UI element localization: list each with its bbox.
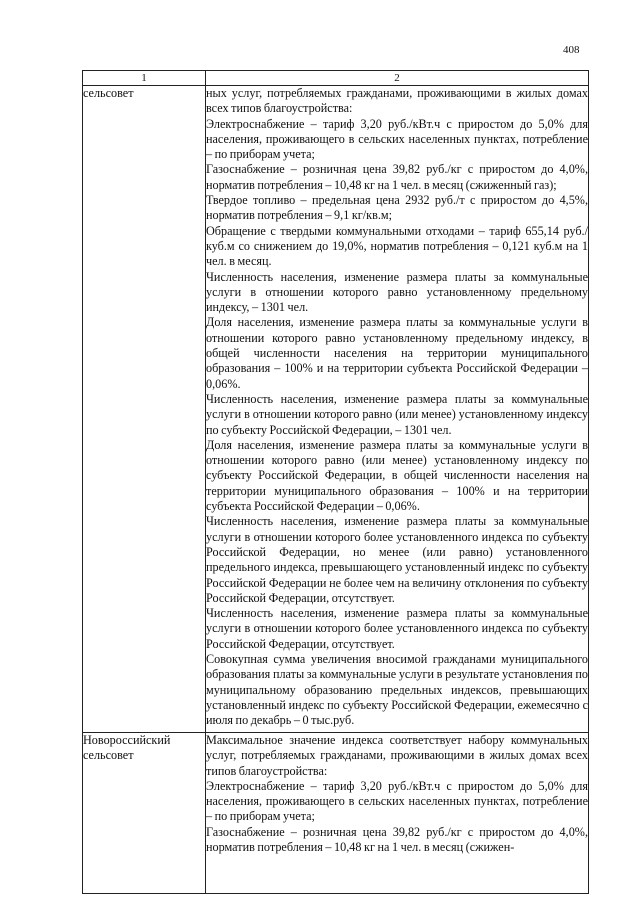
paragraph: Обращение с твердыми коммунальными отходами – тариф 655,14 руб./куб.м со снижением до 19,0%, норматив потребления – 0,121 куб.м на 1 чел. в месяц. xyxy=(206,223,588,269)
page-number: 408 xyxy=(563,44,580,56)
paragraph: Максимальное значение индекса соответствует набору коммунальных услуг, потребляемых гражданами, проживающими в жилых домах всех типов благоустройства: xyxy=(206,733,588,778)
municipality-name: сельсовет xyxy=(83,86,206,733)
paragraph: Электроснабжение – тариф 3,20 руб./кВт.ч с приростом до 5,0% для населения, проживающего в сельских населенных пунктах, потребление – по приборам учета; xyxy=(206,778,588,824)
paragraph: Доля населения, изменение размера платы за коммунальные услуги в отношении которого равно (или менее) установленному индексу по субъекту Российской Федерации, в общей численности населения на территории муниципального образования – 100% и на территории субъекта Российской Федерации – 0,06%. xyxy=(206,437,588,514)
paragraph: Газоснабжение – розничная цена 39,82 руб./кг с приростом до 4,0%, норматив потребления – 10,48 кг на 1 чел. в месяц (сжижен- xyxy=(206,824,588,855)
column-header-1: 1 xyxy=(83,71,206,86)
table-row xyxy=(83,86,589,733)
paragraph: Электроснабжение – тариф 3,20 руб./кВт.ч с приростом до 5,0% для населения, проживающего в сельских населенных пунктах, потребление – по приборам учета; xyxy=(206,116,588,162)
description-cell xyxy=(206,733,589,894)
description-cell xyxy=(206,86,589,733)
paragraph: Численность населения, изменение размера платы за коммунальные услуги в отношении которого равно установленному предельному индексу, – 1301 чел. xyxy=(206,269,588,315)
paragraph: Твердое топливо – предельная цена 2932 руб./т с приростом до 4,5%, норматив потребления – 9,1 кг/кв.м; xyxy=(206,193,588,223)
table-row xyxy=(83,733,589,894)
paragraph: Совокупная сумма увеличения вносимой гражданами муниципального образования платы за коммунальные услуги в результате установления по муниципальному образованию предельных индексов, превышающих установленный индекс по субъекту Российской Федерации, ежемесячно с июля по декабрь – 0 тыс.руб. xyxy=(206,651,588,728)
paragraph: ных услуг, потребляемых гражданами, проживающими в жилых домах всех типов благоустройства: xyxy=(206,86,588,116)
paragraph: Доля населения, изменение размера платы за коммунальные услуги в отношении которого равно установленному предельному индексу, в общей численности населения на территории муниципального образования – 100% и на территории субъекта Российской Федерации – 0,06%. xyxy=(206,315,588,391)
paragraph: Численность населения, изменение размера платы за коммунальные услуги в отношении которого равно (или менее) установленному индексу по субъекту Российской Федерации, – 1301 чел. xyxy=(206,391,588,437)
document-table xyxy=(82,70,589,894)
table-header-row xyxy=(83,71,589,86)
municipality-name: Новороссийский сельсовет xyxy=(83,733,206,894)
column-header-2: 2 xyxy=(206,71,589,86)
paragraph: Газоснабжение – розничная цена 39,82 руб./кг с приростом до 4,0%, норматив потребления – 10,48 кг на 1 чел. в месяц (сжиженный газ); xyxy=(206,162,588,192)
paragraph: Численность населения, изменение размера платы за коммунальные услуги в отношении которого более установленного индекса по субъекту Российской Федерации, но менее (или равно) установленного предельного индекса, превышающего установленный индекс по субъекту Российской Федерации не более чем на величину отклонения по субъекту Российской Федерации, отсутствует. xyxy=(206,514,588,605)
paragraph: Численность населения, изменение размера платы за коммунальные услуги в отношении которого более установленного индекса по субъекту Российской Федерации, отсутствует. xyxy=(206,606,588,651)
